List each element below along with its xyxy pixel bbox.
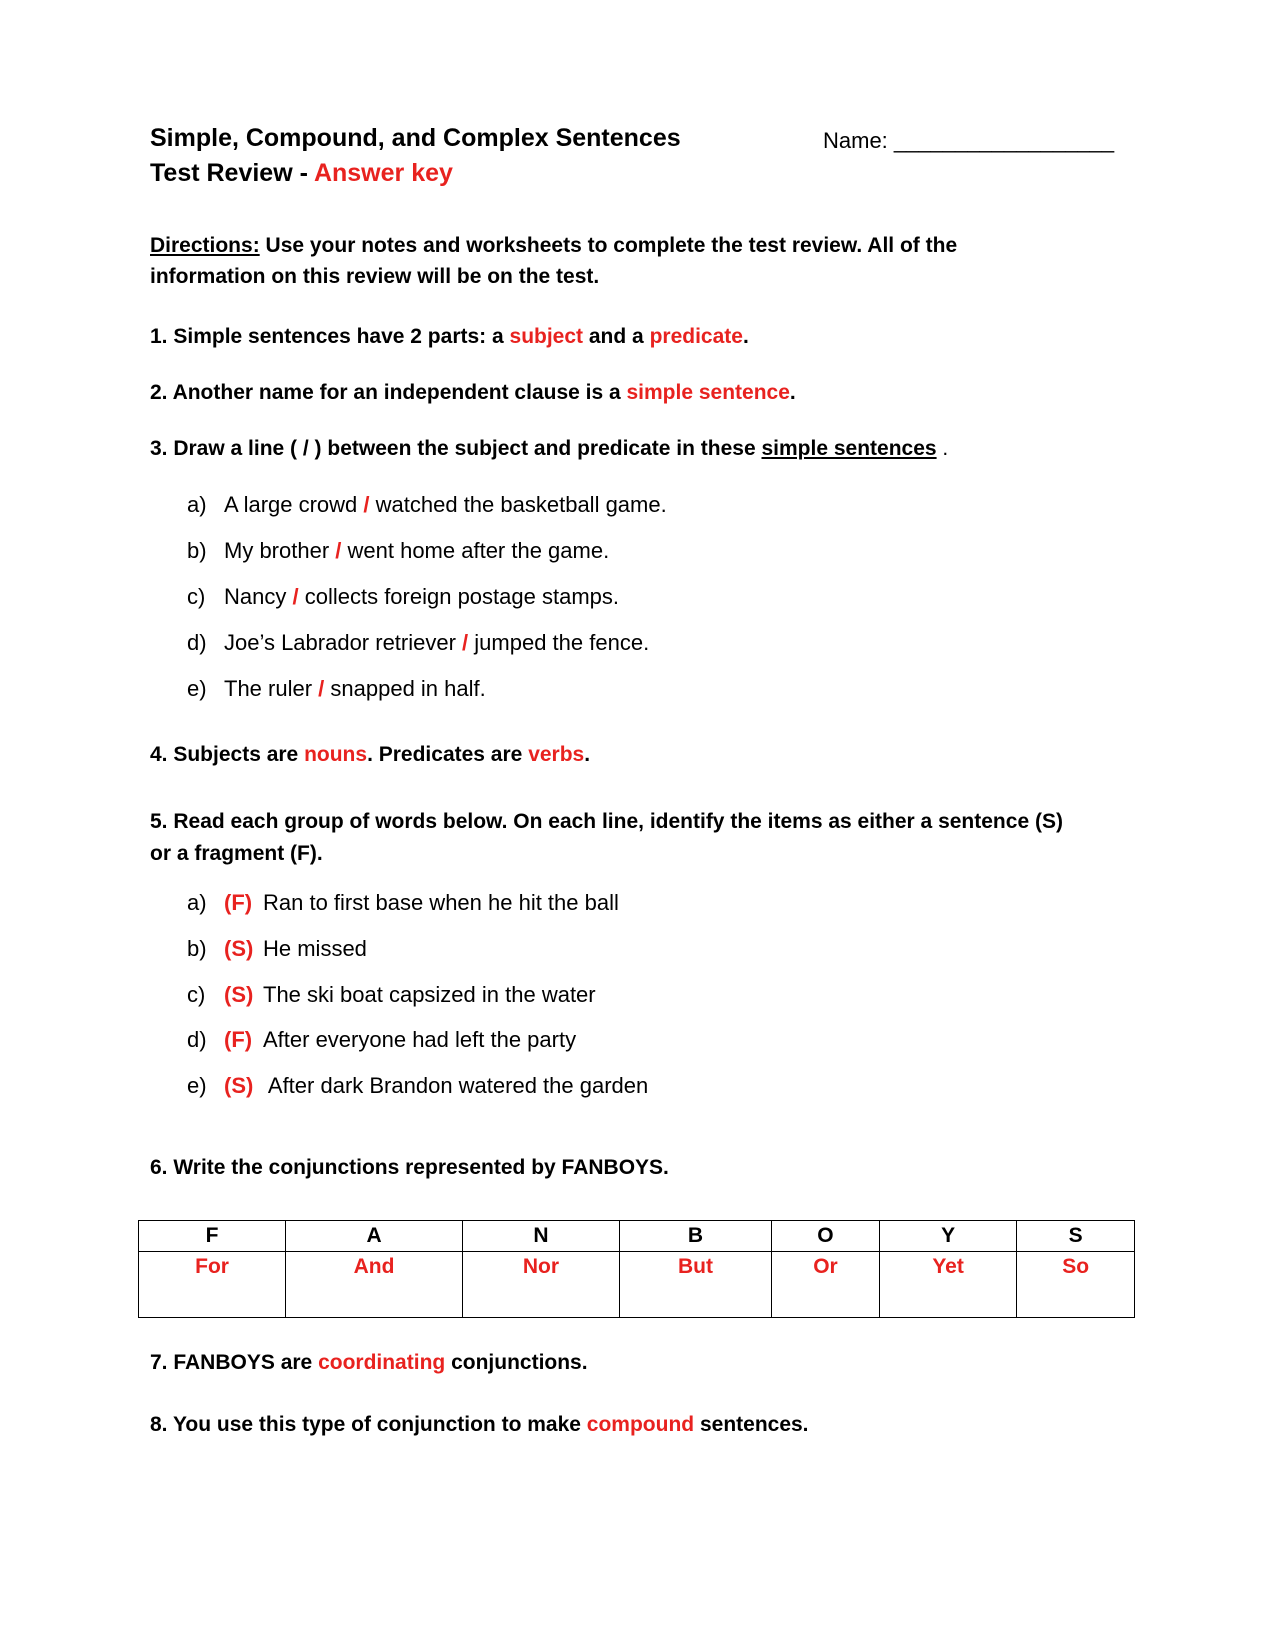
question-4 (150, 743, 590, 767)
item-letter: d) (187, 1027, 207, 1052)
q5-item-e (187, 1073, 648, 1099)
item-answer-tag: (S) (224, 982, 254, 1007)
question-1 (150, 325, 749, 349)
q7-text-b: conjunctions. (445, 1351, 588, 1374)
table-header-cell: B (619, 1221, 771, 1252)
directions-label: Directions: (150, 234, 260, 257)
item-letter: e) (187, 676, 207, 701)
slash-mark: / (335, 538, 342, 563)
item-predicate: watched the basketball game. (369, 492, 667, 517)
slash-mark: / (292, 584, 299, 609)
q2-answer: simple sentence (626, 381, 790, 404)
table-answer-cell: So (1017, 1252, 1135, 1318)
item-letter: d) (187, 630, 207, 655)
q4-text-a: 4. Subjects are (150, 743, 305, 766)
q4-answer-nouns: nouns (304, 743, 368, 766)
q2-text-a: 2. Another name for an independent clause is a (150, 381, 627, 404)
table-header-cell: S (1017, 1221, 1135, 1252)
q7-answer: coordinating (318, 1351, 446, 1374)
q5-item-b (187, 936, 367, 962)
q3-text-underlined: simple sentences (761, 437, 937, 460)
q4-text-c: . (584, 743, 591, 766)
item-predicate: jumped the fence. (468, 630, 650, 655)
q3-text-b: . (936, 437, 949, 460)
item-letter: a) (187, 492, 207, 517)
question-8 (150, 1413, 809, 1437)
item-letter: b) (187, 936, 207, 961)
question-6: 6. Write the conjunctions represented by FANBOYS. (150, 1156, 669, 1179)
table-answer-cell: Nor (462, 1252, 619, 1318)
name-field-label: Name: __________________ (823, 128, 1115, 153)
table-header-row (139, 1221, 1135, 1252)
slash-mark: / (462, 630, 469, 655)
q3-item-a (187, 492, 667, 518)
question-2 (150, 381, 796, 405)
item-answer-tag: (S) (224, 1073, 254, 1098)
page-subtitle (150, 159, 453, 188)
item-letter: e) (187, 1073, 207, 1098)
item-text: After everyone had left the party (263, 1027, 577, 1052)
q5-item-d (187, 1027, 576, 1053)
q8-text-a: 8. You use this type of conjunction to make (150, 1413, 587, 1436)
question-7 (150, 1351, 588, 1375)
q1-text-a: 1. Simple sentences have 2 parts: a (150, 325, 510, 348)
q4-text-b: . Predicates are (367, 743, 529, 766)
table-header-cell: Y (879, 1221, 1016, 1252)
item-answer-tag: (S) (224, 936, 254, 961)
q3-text-a: 3. Draw a line ( / ) between the subject and predicate in these (150, 437, 762, 460)
question-3 (150, 437, 948, 461)
item-answer-tag: (F) (224, 1027, 253, 1052)
q1-text-c: . (742, 325, 749, 348)
item-letter: c) (187, 584, 206, 609)
table-answer-cell: Yet (879, 1252, 1016, 1318)
item-subject: My brother (224, 538, 336, 563)
q2-text-b: . (789, 381, 796, 404)
q8-text-b: sentences. (694, 1413, 809, 1436)
table-answer-cell: But (619, 1252, 771, 1318)
table-header-cell: A (286, 1221, 463, 1252)
q8-answer: compound (586, 1413, 695, 1436)
item-text: The ski boat capsized in the water (263, 982, 596, 1007)
page-title: Simple, Compound, and Complex Sentences (150, 124, 681, 152)
table-row (139, 1252, 1135, 1318)
table-answer-cell: And (286, 1252, 463, 1318)
item-text: He missed (263, 936, 367, 961)
question-5-line-2: or a fragment (F). (150, 842, 323, 865)
item-letter: b) (187, 538, 207, 563)
item-letter: a) (187, 890, 207, 915)
table-answer-cell: For (139, 1252, 286, 1318)
item-subject: Joe’s Labrador retriever (224, 630, 463, 655)
q5-item-a (187, 890, 619, 916)
item-predicate: snapped in half. (324, 676, 486, 701)
slash-mark: / (363, 492, 370, 517)
table-header-cell: O (772, 1221, 880, 1252)
table-header-cell: N (462, 1221, 619, 1252)
question-5-line-1: 5. Read each group of words below. On each line, identify the items as either a sentence (S) (150, 810, 1063, 833)
q5-item-c (187, 982, 596, 1008)
item-text: After dark Brandon watered the garden (263, 1073, 649, 1098)
item-subject: The ruler (224, 676, 319, 701)
directions-line-2: information on this review will be on the test. (150, 265, 600, 288)
item-answer-tag: (F) (224, 890, 253, 915)
item-predicate: went home after the game. (341, 538, 610, 563)
q3-item-c (187, 584, 619, 610)
item-letter: c) (187, 982, 206, 1007)
directions-text-1: Use your notes and worksheets to complete the test review. All of the (259, 234, 958, 257)
fanboys-table (138, 1220, 1135, 1318)
item-predicate: collects foreign postage stamps. (298, 584, 619, 609)
item-subject: Nancy (224, 584, 293, 609)
q4-answer-verbs: verbs (528, 743, 585, 766)
q3-item-b (187, 538, 609, 564)
q1-answer-predicate: predicate (649, 325, 743, 348)
q3-item-d (187, 630, 649, 656)
q3-item-e (187, 676, 486, 702)
slash-mark: / (318, 676, 325, 701)
answer-key-label: Answer key (313, 159, 453, 187)
item-text: Ran to first base when he hit the ball (263, 890, 619, 915)
directions-line-1 (150, 234, 957, 258)
subtitle-prefix: Test Review - (150, 159, 314, 187)
table-header-cell: F (139, 1221, 286, 1252)
q1-text-b: and a (583, 325, 650, 348)
q1-answer-subject: subject (509, 325, 584, 348)
item-subject: A large crowd (224, 492, 364, 517)
table-answer-cell: Or (772, 1252, 880, 1318)
q7-text-a: 7. FANBOYS are (150, 1351, 319, 1374)
